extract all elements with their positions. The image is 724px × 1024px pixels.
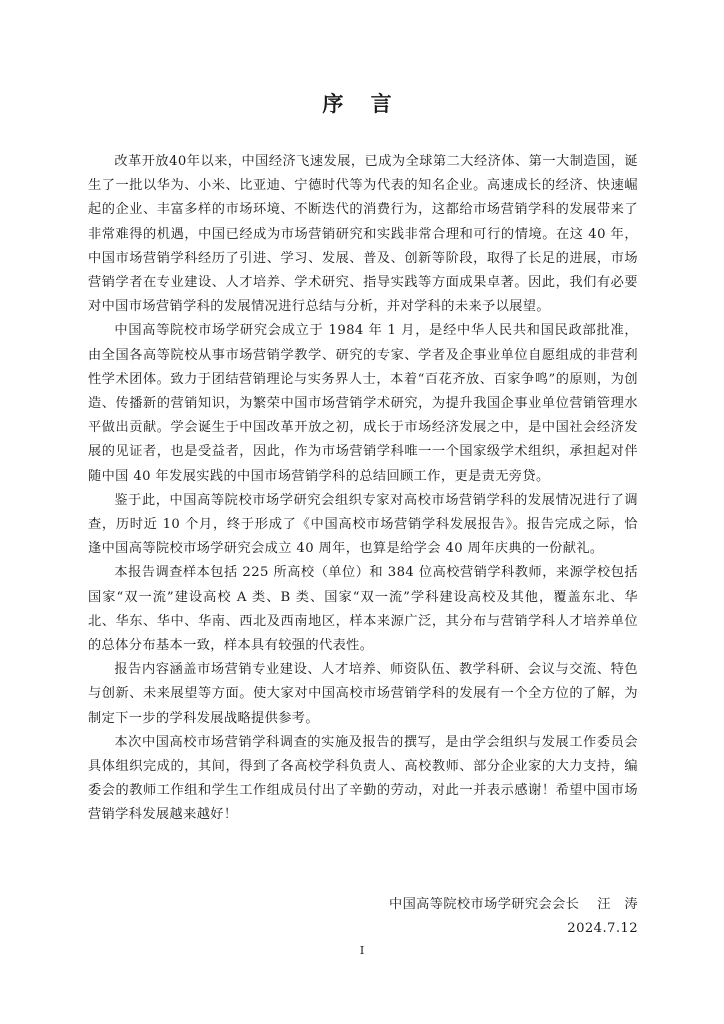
signature-date: 2024.7.12 xyxy=(567,921,638,936)
page-title: 序 言 xyxy=(322,92,402,116)
paragraph: 本报告调查样本包括 225 所高校（单位）和 384 位高校营销学科教师，来源学校包括国家“双一流”建设高校 A 类、B 类、国家“双一流”学科建设高校及其他，覆盖东北、华北、华东、华中、华南、西北及西南地区，样本来源广泛，其分布与营销学科人才培养单位的总体分布基本一致，样本具有较强的代表性。 xyxy=(88,565,638,654)
paragraph: 报告内容涵盖市场营销专业建设、人才培养、师资队伍、教学科研、会议与交流、特色与创新、未来展望等方面。使大家对中国高校市场营销学科的发展有一个全方位的了解，为制定下一步的学科发展战略提供参考。 xyxy=(88,662,638,726)
signatory-title: 中国高等院校市场学研究会会长 xyxy=(389,897,580,912)
paragraph: 鉴于此，中国高等院校市场学研究会组织专家对高校市场营销学科的发展情况进行了调查，历时近 10 个月，终于形成了《中国高校市场营销学科发展报告》。报告完成之际，恰逢中国高等院校市场学研究会成立 40 周年，也算是给学会 40 周年庆典的一份献礼。 xyxy=(88,492,638,557)
signature-line xyxy=(389,893,638,917)
paragraph: 中国高等院校市场学研究会成立于 1984 年 1 月，是经中华人民共和国民政部批准，由全国各高等院校从事市场营销学教学、研究的专家、学者及企事业单位自愿组成的非营利性学术团体。致力于团结营销理论与实务界人士，本着“百花齐放、百家争鸣”的原则，为创造、传播新的营销知识，为繁荣中国市场营销学术研究，为提升我国企事业单位营销管理水平做出贡献。学会诞生于中国改革开放之初，成长于市场经济发展之中，是中国社会经济发展的见证者，也是受益者，因此，作为市场营销学科唯一一个国家级学术组织，承担起对伴随中国 40 年发展实践的中国市场营销学科的总结回顾工作，更是责无旁贷。 xyxy=(88,323,638,484)
paragraph: 改革开放40年以来，中国经济飞速发展，已成为全球第二大经济体、第一大制造国，诞生了一批以华为、小米、比亚迪、宁德时代等为代表的知名企业。高速成长的经济、快速崛起的企业、丰富多样的市场环境、不断迭代的消费行为，这都给市场营销学科的发展带来了非常难得的机遇，中国已经成为市场营销研究和实践非常合理和可行的情境。在这 40 年，中国市场营销学科经历了引进、学习、发展、普及、创新等阶段，取得了长足的进展，市场营销学者在专业建设、人才培养、学术研究、指导实践等方面成果卓著。因此，我们有必要对中国市场营销学科的发展情况进行总结与分析，并对学科的未来予以展望。 xyxy=(88,154,638,315)
page-number: I xyxy=(359,944,365,957)
signature-block xyxy=(389,893,638,941)
paragraph: 本次中国高校市场营销学科调查的实施及报告的撰写，是由学会组织与发展工作委员会具体组织完成的，其间，得到了各高校学科负责人、高校教师、部分企业家的大力支持，编委会的教师工作组和学生工作组成员付出了辛勤的劳动，对此一并表示感谢！希望中国市场营销学科发展越来越好！ xyxy=(88,734,638,823)
signatory-name: 汪 涛 xyxy=(597,897,638,912)
preface-body xyxy=(88,150,638,828)
